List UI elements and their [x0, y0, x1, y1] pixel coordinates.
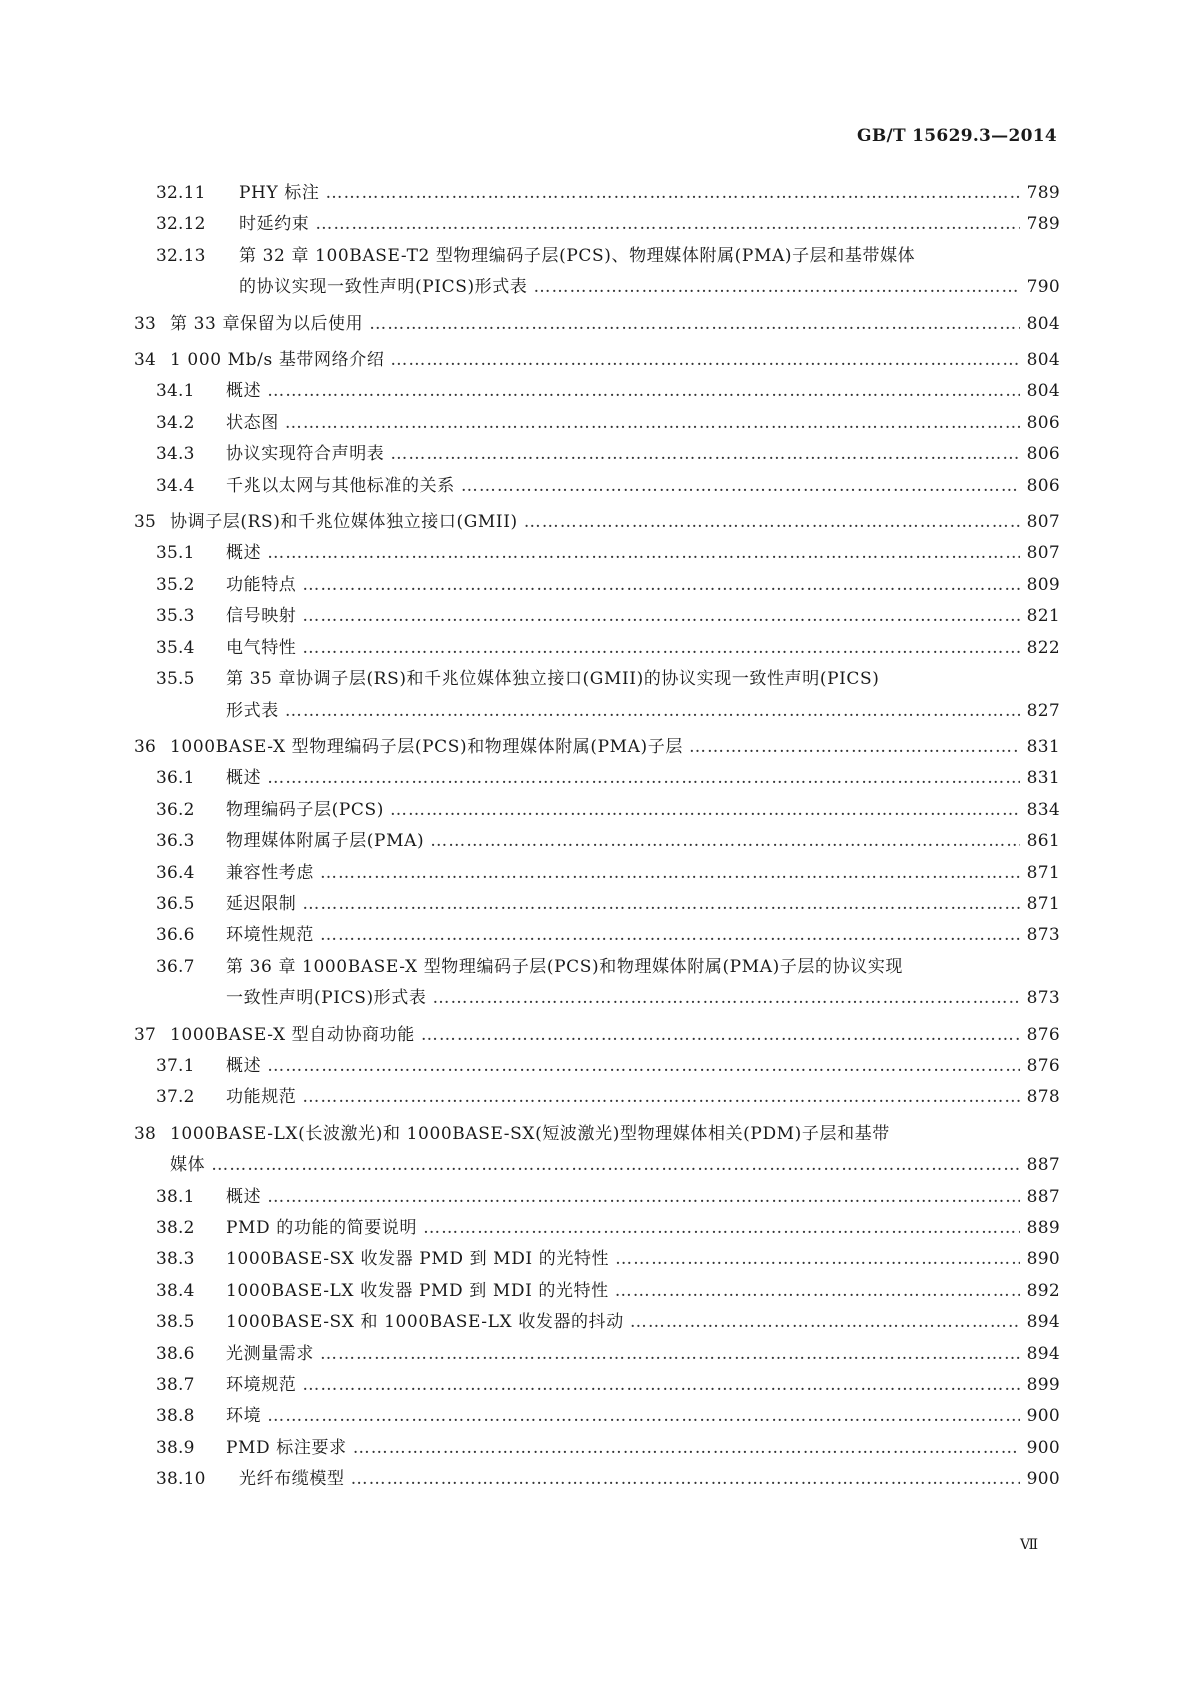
toc-page-number: 900 [1026, 1406, 1060, 1427]
toc-entry-number: 35.5 [156, 669, 195, 690]
dot-leader [615, 1244, 1020, 1275]
dot-leader [390, 345, 1020, 376]
toc-entry-number: 36.7 [156, 956, 195, 977]
toc-entry-36-2[interactable] [134, 795, 1060, 826]
toc-entry-title: PMD 标注要求 [226, 1437, 347, 1458]
toc-entry-title-continued: 的协议实现一致性声明(PICS)形式表 [239, 277, 528, 298]
toc-entry-title-continued: 媒体 [170, 1155, 206, 1176]
toc-entry-number: 33 [134, 313, 157, 334]
toc-page-number: 873 [1026, 925, 1060, 946]
toc-entry-36-6[interactable] [134, 920, 1060, 951]
dot-leader [267, 1401, 1020, 1432]
dot-leader [267, 763, 1020, 794]
toc-entry-number: 38.3 [156, 1249, 195, 1270]
toc-entry-title-continued: 一致性声明(PICS)形式表 [226, 988, 427, 1009]
dot-leader [302, 570, 1020, 601]
toc-entry-38-5[interactable] [134, 1307, 1060, 1338]
toc-entry-35-3[interactable] [134, 601, 1060, 632]
toc-page-number: 790 [1026, 277, 1060, 298]
toc-entry-title: 1 000 Mb/s 基带网络介绍 [170, 350, 385, 371]
toc-entry-37-2[interactable] [134, 1082, 1060, 1113]
toc-page-number: 894 [1026, 1343, 1060, 1364]
toc-page-number: 806 [1026, 475, 1060, 496]
toc-entry-number: 37.2 [156, 1087, 195, 1108]
toc-page-number: 821 [1026, 606, 1060, 627]
dot-leader [320, 1339, 1020, 1370]
toc-entry-title: 信号映射 [226, 606, 297, 627]
dot-leader [390, 439, 1020, 470]
dot-leader [524, 507, 1020, 538]
dot-leader [320, 858, 1020, 889]
toc-entry-37-1[interactable] [134, 1051, 1060, 1082]
toc-entry-36[interactable] [134, 732, 1060, 763]
toc-entry-32-13[interactable] [134, 241, 1060, 304]
toc-entry-title: 1000BASE-SX 和 1000BASE-LX 收发器的抖动 [226, 1312, 624, 1333]
toc-page-number: 807 [1026, 543, 1060, 564]
toc-entry-title: 1000BASE-X 型物理编码子层(PCS)和物理媒体附属(PMA)子层 [170, 736, 683, 757]
toc-entry-38[interactable] [134, 1119, 1060, 1182]
toc-page-number: 900 [1026, 1437, 1060, 1458]
toc-entry-38-10[interactable] [134, 1464, 1060, 1495]
dot-leader [615, 1276, 1020, 1307]
toc-page-number: 831 [1026, 768, 1060, 789]
toc-entry-number: 38 [134, 1123, 157, 1144]
toc-entry-title: 协议实现符合声明表 [226, 444, 385, 465]
toc-entry-number: 37 [134, 1024, 157, 1045]
toc-entry-36-7[interactable] [134, 952, 1060, 1015]
dot-leader [630, 1307, 1020, 1338]
toc-entry-title: 第 35 章协调子层(RS)和千兆位媒体独立接口(GMII)的协议实现一致性声明(PICS) [226, 669, 880, 690]
toc-entry-38-6[interactable] [134, 1339, 1060, 1370]
toc-entry-number: 35.1 [156, 543, 195, 564]
toc-entry-title: 1000BASE-LX(长波激光)和 1000BASE-SX(短波激光)型物理媒体相关(PDM)子层和基带 [170, 1123, 890, 1144]
dot-leader [302, 889, 1020, 920]
toc-entry-number: 35 [134, 512, 157, 533]
toc-entry-number: 36.5 [156, 893, 195, 914]
toc-entry-number: 36.3 [156, 831, 195, 852]
toc-entry-38-3[interactable] [134, 1244, 1060, 1275]
toc-entry-34-1[interactable] [134, 376, 1060, 407]
toc-entry-33[interactable] [134, 309, 1060, 340]
toc-page-number: 804 [1026, 381, 1060, 402]
toc-entry-title: 协调子层(RS)和千兆位媒体独立接口(GMII) [170, 512, 518, 533]
table-of-contents [134, 178, 1060, 1496]
toc-page-number: 887 [1026, 1155, 1060, 1176]
toc-entry-number: 34 [134, 350, 157, 371]
dot-leader [285, 696, 1020, 727]
toc-entry-title: 状态图 [226, 412, 279, 433]
toc-entry-35-4[interactable] [134, 633, 1060, 664]
toc-entry-34-4[interactable] [134, 471, 1060, 502]
toc-entry-number: 38.2 [156, 1218, 195, 1238]
dot-leader [302, 1082, 1020, 1113]
dot-leader [689, 732, 1020, 763]
page-number-roman: Ⅶ [1020, 1537, 1039, 1553]
toc-entry-title: 电气特性 [226, 637, 297, 658]
dot-leader [461, 471, 1020, 502]
toc-entry-number: 35.3 [156, 606, 195, 627]
toc-entry-title: 时延约束 [239, 214, 310, 235]
toc-entry-38-4[interactable] [134, 1276, 1060, 1307]
toc-entry-number: 34.4 [156, 475, 195, 496]
dot-leader [390, 795, 1020, 826]
toc-entry-number: 38.6 [156, 1343, 195, 1364]
toc-page-number: 831 [1026, 736, 1060, 757]
dot-leader [315, 209, 1020, 240]
toc-entry-number: 36.6 [156, 925, 195, 946]
toc-entry-title: PHY 标注 [239, 183, 320, 203]
toc-page-number: 876 [1026, 1024, 1060, 1045]
toc-entry-title: 概述 [226, 381, 262, 402]
toc-entry-34-2[interactable] [134, 408, 1060, 439]
toc-page-number: 873 [1026, 988, 1060, 1009]
toc-entry-number: 32.13 [156, 245, 206, 266]
dot-leader [285, 408, 1020, 439]
toc-entry-title: 第 32 章 100BASE-T2 型物理编码子层(PCS)、物理媒体附属(PMA)子层和基带媒体 [239, 245, 916, 266]
dot-leader [267, 1051, 1020, 1082]
toc-entry-number: 34.3 [156, 444, 195, 465]
toc-entry-35-5[interactable] [134, 664, 1060, 727]
toc-entry-title-continued: 形式表 [226, 700, 279, 721]
dot-leader [267, 1182, 1020, 1213]
toc-entry-number: 36.2 [156, 799, 195, 820]
toc-entry-title: 物理编码子层(PCS) [226, 799, 384, 820]
toc-page-number: 789 [1026, 183, 1060, 203]
toc-page-number: 789 [1026, 214, 1060, 235]
toc-entry-title: 物理媒体附属子层(PMA) [226, 831, 425, 852]
dot-leader [267, 376, 1020, 407]
toc-entry-title: 功能规范 [226, 1087, 297, 1108]
toc-entry-title: 概述 [226, 543, 262, 564]
toc-entry-number: 38.4 [156, 1280, 195, 1301]
toc-entry-36-4[interactable] [134, 858, 1060, 889]
toc-page-number: 890 [1026, 1249, 1060, 1270]
toc-page-number: 834 [1026, 799, 1060, 820]
toc-page-number: 889 [1026, 1218, 1060, 1238]
toc-entry-number: 32.12 [156, 214, 206, 235]
toc-page-number: 894 [1026, 1312, 1060, 1333]
toc-entry-38-1[interactable] [134, 1182, 1060, 1213]
dot-leader [369, 309, 1020, 340]
toc-entry-title: PMD 的功能的简要说明 [226, 1218, 418, 1238]
dot-leader [267, 538, 1020, 569]
toc-entry-35[interactable] [134, 507, 1060, 538]
dot-leader [302, 633, 1020, 664]
toc-entry-title: 概述 [226, 1055, 262, 1076]
toc-entry-title: 1000BASE-LX 收发器 PMD 到 MDI 的光特性 [226, 1280, 609, 1301]
toc-entry-number: 34.1 [156, 381, 195, 402]
toc-page-number: 806 [1026, 412, 1060, 433]
toc-entry-number: 32.11 [156, 183, 206, 203]
toc-entry-38-7[interactable] [134, 1370, 1060, 1401]
toc-entry-title: 第 33 章保留为以后使用 [170, 313, 364, 334]
toc-entry-38-2[interactable] [134, 1213, 1060, 1244]
toc-entry-number: 38.7 [156, 1375, 195, 1396]
toc-entry-title: 延迟限制 [226, 893, 297, 914]
toc-entry-32-11[interactable] [134, 178, 1060, 209]
toc-entry-35-2[interactable] [134, 570, 1060, 601]
dot-leader [353, 1433, 1020, 1464]
toc-page-number: 822 [1026, 637, 1060, 658]
toc-page-number: 827 [1026, 700, 1060, 721]
toc-entry-title: 千兆以太网与其他标准的关系 [226, 475, 455, 496]
dot-leader [302, 1370, 1020, 1401]
dot-leader [351, 1464, 1020, 1495]
toc-entry-title: 光纤布缆模型 [239, 1469, 345, 1490]
dot-leader [302, 601, 1020, 632]
dot-leader [211, 1150, 1020, 1181]
toc-page-number: 871 [1026, 893, 1060, 914]
toc-entry-35-1[interactable] [134, 538, 1060, 569]
toc-entry-title: 第 36 章 1000BASE-X 型物理编码子层(PCS)和物理媒体附属(PMA)子层的协议实现 [226, 956, 904, 977]
toc-entry-number: 35.2 [156, 574, 195, 595]
dot-leader [421, 1020, 1020, 1051]
toc-entry-number: 36.4 [156, 862, 195, 883]
dot-leader [320, 920, 1020, 951]
toc-entry-title: 概述 [226, 768, 262, 789]
toc-page-number: 804 [1026, 350, 1060, 371]
toc-entry-36-3[interactable] [134, 826, 1060, 857]
dot-leader [430, 826, 1020, 857]
document-id-header: GB/T 15629.3—2014 [857, 126, 1057, 146]
toc-entry-number: 38.1 [156, 1186, 195, 1207]
toc-entry-title: 环境 [226, 1406, 262, 1427]
toc-entry-number: 36 [134, 736, 157, 757]
toc-page-number: 871 [1026, 862, 1060, 883]
toc-entry-number: 36.1 [156, 768, 195, 789]
toc-page-number: 900 [1026, 1469, 1060, 1490]
toc-page-number: 892 [1026, 1280, 1060, 1301]
toc-entry-title: 1000BASE-X 型自动协商功能 [170, 1024, 415, 1045]
toc-entry-36-5[interactable] [134, 889, 1060, 920]
toc-entry-title: 功能特点 [226, 574, 297, 595]
toc-page-number: 809 [1026, 574, 1060, 595]
toc-entry-34-3[interactable] [134, 439, 1060, 470]
toc-entry-number: 38.8 [156, 1406, 195, 1427]
toc-entry-title: 概述 [226, 1186, 262, 1207]
toc-entry-title: 光测量需求 [226, 1343, 314, 1364]
toc-entry-38-9[interactable] [134, 1433, 1060, 1464]
toc-entry-title: 1000BASE-SX 收发器 PMD 到 MDI 的光特性 [226, 1249, 610, 1270]
toc-entry-number: 35.4 [156, 637, 195, 658]
toc-entry-36-1[interactable] [134, 763, 1060, 794]
toc-entry-title: 兼容性考虑 [226, 862, 314, 883]
toc-page-number: 876 [1026, 1055, 1060, 1076]
toc-page-number: 878 [1026, 1087, 1060, 1108]
toc-entry-title: 环境性规范 [226, 925, 314, 946]
toc-entry-37[interactable] [134, 1020, 1060, 1051]
toc-entry-32-12[interactable] [134, 209, 1060, 240]
toc-entry-title: 环境规范 [226, 1375, 297, 1396]
toc-page-number: 804 [1026, 313, 1060, 334]
toc-entry-number: 37.1 [156, 1055, 195, 1076]
toc-page-number: 899 [1026, 1375, 1060, 1396]
toc-page-number: 807 [1026, 512, 1060, 533]
toc-page-number: 861 [1026, 831, 1060, 852]
dot-leader [326, 178, 1021, 209]
toc-entry-number: 38.10 [156, 1469, 206, 1490]
toc-entry-number: 38.9 [156, 1437, 195, 1458]
toc-entry-38-8[interactable] [134, 1401, 1060, 1432]
toc-entry-number: 38.5 [156, 1312, 195, 1333]
toc-page-number: 806 [1026, 444, 1060, 465]
dot-leader [432, 983, 1020, 1014]
dot-leader [533, 272, 1020, 303]
toc-entry-number: 34.2 [156, 412, 195, 433]
toc-entry-34[interactable] [134, 345, 1060, 376]
dot-leader [423, 1213, 1020, 1244]
toc-page-number: 887 [1026, 1186, 1060, 1207]
